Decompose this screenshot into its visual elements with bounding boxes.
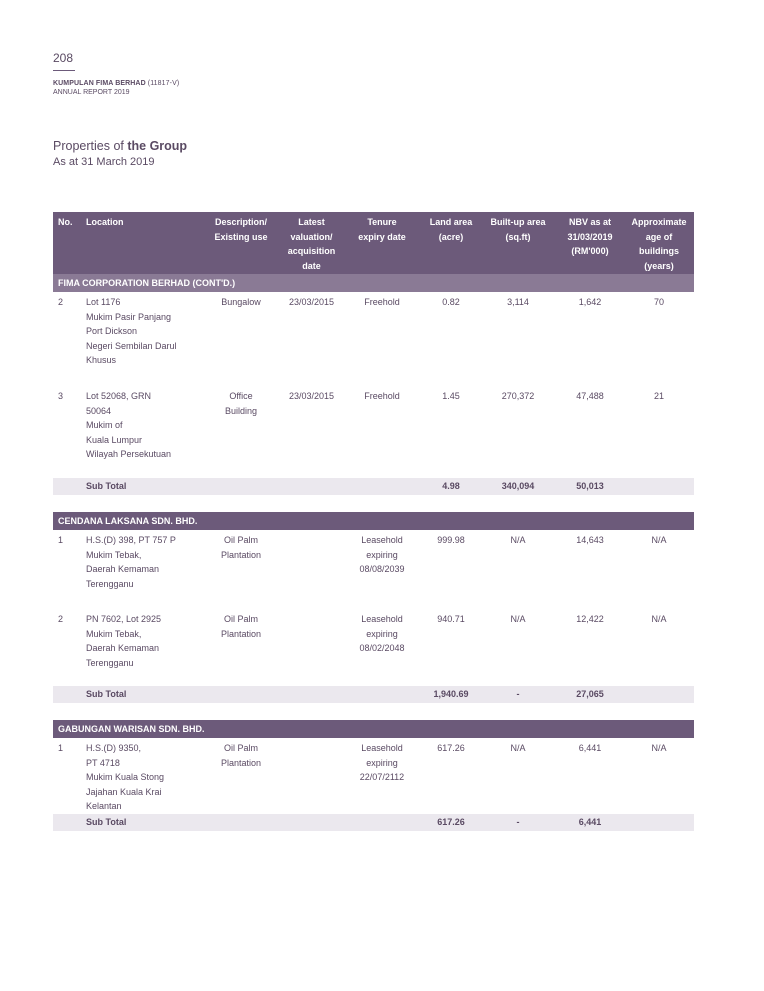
cell-line: Daerah Kemaman bbox=[86, 643, 160, 653]
cell-location bbox=[86, 612, 201, 670]
cell-line: Negeri Sembilan Darul bbox=[86, 340, 177, 351]
cell-line: age of bbox=[645, 231, 673, 242]
cell-line: 2 bbox=[58, 614, 64, 624]
subtotal-label: Sub Total bbox=[86, 689, 127, 699]
cell-nbv bbox=[556, 741, 624, 756]
cell-line: date bbox=[302, 260, 321, 271]
cell-line: N/A bbox=[510, 535, 526, 545]
section-name: GABUNGAN WARISAN SDN. BHD. bbox=[58, 724, 205, 734]
cell-line: Terengganu bbox=[86, 578, 134, 589]
cell-line: 70 bbox=[653, 297, 664, 307]
cell-line: Bungalow bbox=[221, 297, 261, 307]
cell-line: Description/ bbox=[214, 217, 267, 227]
section-name: FIMA CORPORATION BERHAD (CONT'D.) bbox=[58, 278, 236, 288]
section-header bbox=[53, 274, 694, 292]
cell-line: Oil Palm bbox=[223, 743, 258, 753]
subtotal-row bbox=[53, 814, 694, 831]
cell-line: (RM'000) bbox=[571, 246, 609, 256]
cell-valuation bbox=[279, 389, 344, 404]
cell-line: Leasehold bbox=[361, 614, 403, 624]
cell-location bbox=[86, 295, 201, 368]
cell-line: Plantation bbox=[220, 757, 262, 768]
cell-line: Approximate bbox=[631, 217, 687, 227]
cell-line: 12,422 bbox=[576, 614, 604, 624]
cell-line: NBV as at bbox=[568, 217, 612, 227]
cell-line: Location bbox=[86, 217, 124, 227]
cell-line: Plantation bbox=[220, 628, 262, 639]
cell-line: (acre) bbox=[438, 231, 464, 242]
cell-line: Office bbox=[229, 391, 253, 401]
cell-line: Built-up area bbox=[490, 217, 546, 227]
report-name: ANNUAL REPORT 2019 bbox=[53, 89, 130, 96]
company-name: KUMPULAN FIMA BERHAD bbox=[53, 80, 146, 87]
cell-line: valuation/ bbox=[290, 231, 333, 242]
cell-valuation bbox=[279, 295, 344, 310]
cell-line: 270,372 bbox=[501, 391, 535, 401]
page-subtitle: As at 31 March 2019 bbox=[53, 156, 155, 168]
cell-line: Mukim Kuala Stong bbox=[86, 772, 165, 782]
cell-line: Oil Palm bbox=[223, 535, 258, 545]
cell-line: 31/03/2019 bbox=[567, 231, 613, 242]
title-plain: Properties of bbox=[53, 139, 128, 153]
cell-line: Plantation bbox=[220, 549, 262, 560]
subtotal-land-area: 4.98 bbox=[442, 481, 460, 491]
cell-line: Daerah Kemaman bbox=[86, 564, 160, 574]
cell-nbv bbox=[556, 533, 624, 548]
header-land-area bbox=[421, 215, 481, 244]
cell-line: expiring bbox=[366, 549, 398, 560]
cell-line: Building bbox=[224, 405, 258, 416]
table-row bbox=[53, 609, 694, 686]
cell-land-area bbox=[421, 741, 481, 756]
header-valuation bbox=[279, 215, 344, 273]
subtotal-row bbox=[53, 686, 694, 703]
cell-line: 617.26 bbox=[437, 743, 465, 753]
cell-line: 999.98 bbox=[437, 535, 465, 545]
cell-line: Port Dickson bbox=[86, 326, 138, 336]
page-number-rule bbox=[53, 70, 75, 71]
cell-line: Leasehold bbox=[361, 743, 403, 753]
cell-land-area bbox=[421, 612, 481, 627]
header-age bbox=[626, 215, 692, 273]
cell-built-up-area bbox=[483, 389, 553, 404]
cell-line: 0.82 bbox=[442, 297, 460, 307]
cell-line: Existing use bbox=[214, 231, 268, 242]
cell-line: 1,642 bbox=[578, 297, 602, 307]
cell-line: 1 bbox=[58, 743, 64, 753]
table-row bbox=[53, 530, 694, 609]
header-tenure bbox=[347, 215, 417, 244]
cell-line: Lot 1176 bbox=[86, 297, 121, 307]
cell-tenure bbox=[347, 612, 417, 656]
cell-line: Kelantan bbox=[86, 801, 122, 811]
subtotal-land-area: 1,940.69 bbox=[433, 689, 469, 699]
cell-land-area bbox=[421, 295, 481, 310]
cell-line: expiry date bbox=[358, 231, 406, 242]
cell-line: N/A bbox=[651, 535, 667, 545]
cell-line: 1 bbox=[58, 535, 64, 545]
cell-built-up-area bbox=[483, 295, 553, 310]
cell-line: (sq.ft) bbox=[505, 231, 531, 242]
cell-no bbox=[58, 612, 78, 627]
cell-tenure bbox=[347, 533, 417, 577]
subtotal-row bbox=[53, 478, 694, 495]
cell-line: 08/02/2048 bbox=[359, 643, 405, 653]
subtotal-label: Sub Total bbox=[86, 481, 127, 491]
subtotal-built-up-area: 340,094 bbox=[501, 481, 535, 491]
subtotal-nbv: 27,065 bbox=[576, 689, 604, 699]
cell-line: PN 7602, Lot 2925 bbox=[86, 614, 162, 624]
page-title bbox=[53, 139, 187, 153]
cell-line: 22/07/2112 bbox=[359, 772, 405, 782]
cell-line: Kuala Lumpur bbox=[86, 434, 143, 445]
cell-line: acquisition bbox=[287, 246, 336, 256]
cell-line: 23/03/2015 bbox=[288, 391, 335, 401]
company-header bbox=[53, 80, 179, 87]
subtotal-nbv: 50,013 bbox=[576, 481, 604, 491]
cell-line: Mukim Tebak, bbox=[86, 549, 142, 560]
cell-line: Terengganu bbox=[86, 657, 134, 668]
cell-tenure bbox=[347, 389, 417, 404]
cell-no bbox=[58, 533, 78, 548]
cell-built-up-area bbox=[483, 612, 553, 627]
subtotal-built-up-area: - bbox=[516, 817, 520, 827]
cell-line: Lot 52068, GRN bbox=[86, 391, 152, 401]
page-number: 208 bbox=[53, 51, 74, 65]
cell-line: Land area bbox=[429, 217, 473, 227]
cell-line: 23/03/2015 bbox=[288, 297, 335, 307]
header-built-up-area bbox=[483, 215, 553, 244]
header-no bbox=[58, 215, 78, 230]
cell-line: Latest bbox=[298, 217, 325, 227]
cell-tenure bbox=[347, 741, 417, 785]
cell-line: Leasehold bbox=[361, 535, 403, 545]
cell-location bbox=[86, 533, 201, 591]
cell-age bbox=[626, 295, 692, 310]
table-row bbox=[53, 292, 694, 386]
cell-line: N/A bbox=[510, 614, 526, 624]
cell-description bbox=[205, 389, 277, 418]
cell-age bbox=[626, 533, 692, 548]
cell-line: N/A bbox=[651, 743, 667, 753]
properties-table bbox=[53, 212, 694, 831]
cell-line: Wilayah Persekutuan bbox=[86, 449, 172, 459]
cell-line: 08/08/2039 bbox=[359, 564, 405, 574]
cell-built-up-area bbox=[483, 533, 553, 548]
header-nbv bbox=[556, 215, 624, 259]
cell-line: 3,114 bbox=[507, 297, 529, 307]
cell-line: Mukim of bbox=[86, 420, 123, 430]
cell-description bbox=[205, 612, 277, 641]
cell-line: Mukim Tebak, bbox=[86, 628, 142, 639]
cell-description bbox=[205, 295, 277, 310]
cell-tenure bbox=[347, 295, 417, 310]
cell-line: buildings bbox=[639, 246, 679, 256]
cell-description bbox=[205, 533, 277, 562]
cell-built-up-area bbox=[483, 741, 553, 756]
cell-line: (years) bbox=[644, 260, 674, 271]
cell-land-area bbox=[421, 533, 481, 548]
cell-line: 940.71 bbox=[437, 614, 465, 624]
cell-nbv bbox=[556, 612, 624, 627]
cell-line: Mukim Pasir Panjang bbox=[86, 311, 172, 322]
table-row bbox=[53, 738, 694, 814]
section-header bbox=[53, 512, 694, 530]
cell-nbv bbox=[556, 295, 624, 310]
cell-line: expiring bbox=[366, 628, 398, 639]
cell-location bbox=[86, 741, 201, 814]
cell-line: H.S.(D) 9350, bbox=[86, 743, 142, 753]
cell-line: 1.45 bbox=[442, 391, 460, 401]
subtotal-nbv: 6,441 bbox=[578, 817, 602, 827]
cell-age bbox=[626, 741, 692, 756]
subtotal-label: Sub Total bbox=[86, 817, 127, 827]
table-header bbox=[53, 212, 694, 274]
table-row bbox=[53, 386, 694, 478]
cell-no bbox=[58, 295, 78, 310]
cell-line: 6,441 bbox=[578, 743, 602, 753]
subtotal-land-area: 617.26 bbox=[437, 817, 465, 827]
cell-line: 47,488 bbox=[576, 391, 604, 401]
cell-line: Freehold bbox=[364, 297, 400, 307]
cell-line: Oil Palm bbox=[223, 614, 258, 624]
cell-line: N/A bbox=[651, 614, 667, 624]
cell-age bbox=[626, 389, 692, 404]
cell-line: 2 bbox=[58, 297, 64, 307]
cell-location bbox=[86, 389, 201, 462]
cell-nbv bbox=[556, 389, 624, 404]
cell-line: PT 4718 bbox=[86, 757, 120, 768]
cell-no bbox=[58, 741, 78, 756]
section-header bbox=[53, 720, 694, 738]
subtotal-built-up-area: - bbox=[516, 689, 520, 699]
cell-line: 14,643 bbox=[576, 535, 604, 545]
cell-line: No. bbox=[58, 217, 73, 227]
title-bold: the Group bbox=[127, 139, 188, 153]
cell-line: Jajahan Kuala Krai bbox=[86, 786, 162, 797]
cell-no bbox=[58, 389, 78, 404]
cell-line: H.S.(D) 398, PT 757 P bbox=[86, 535, 176, 545]
cell-line: 50064 bbox=[86, 405, 112, 416]
cell-line: Khusus bbox=[86, 355, 117, 365]
cell-line: Freehold bbox=[364, 391, 400, 401]
cell-line: N/A bbox=[510, 743, 526, 753]
cell-land-area bbox=[421, 389, 481, 404]
section-name: CENDANA LAKSANA SDN. BHD. bbox=[58, 516, 198, 526]
cell-line: 21 bbox=[653, 391, 664, 401]
cell-age bbox=[626, 612, 692, 627]
cell-line: 3 bbox=[58, 391, 64, 401]
company-reg: (11817-V) bbox=[147, 80, 180, 87]
cell-line: Tenure bbox=[367, 217, 397, 227]
header-description bbox=[205, 215, 277, 244]
header-location bbox=[86, 215, 201, 230]
cell-line: expiring bbox=[366, 757, 398, 768]
cell-description bbox=[205, 741, 277, 770]
